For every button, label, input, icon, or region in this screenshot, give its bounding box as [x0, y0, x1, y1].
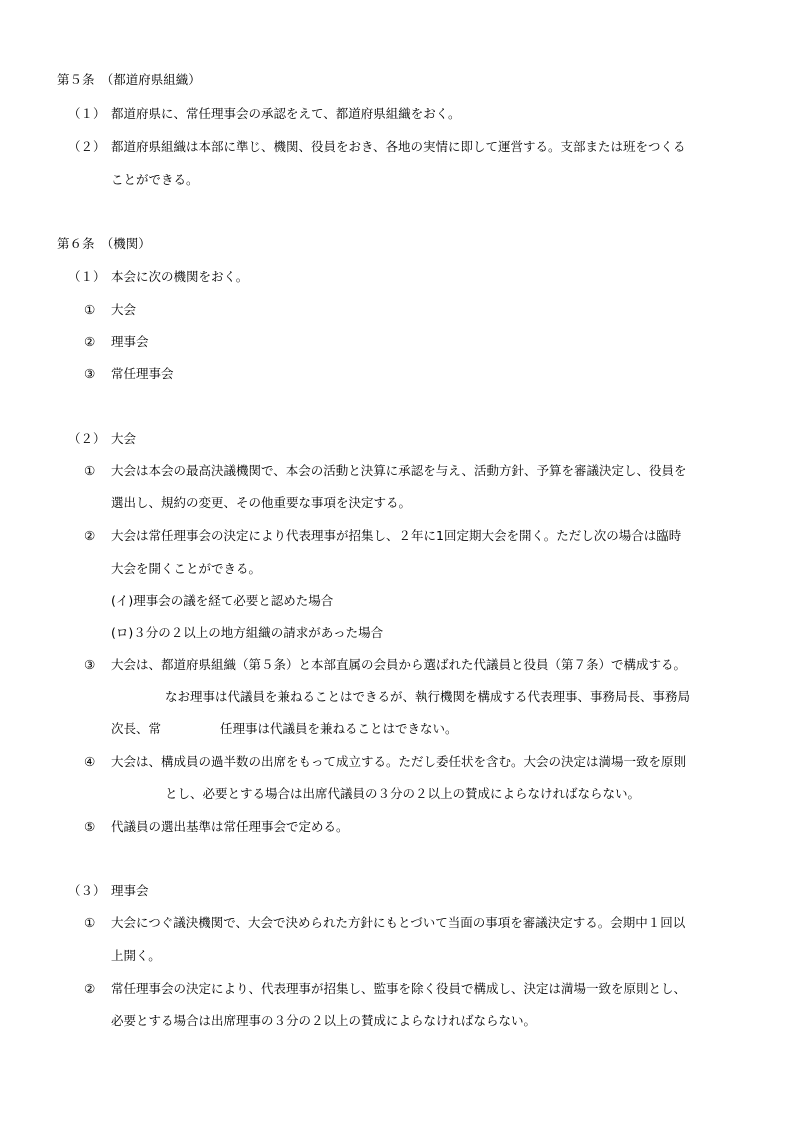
article5-p2-text-line2: ことができる。: [111, 172, 199, 187]
s3-item1-line1: 大会につぐ議決機関で、大会で決められた方針にもとづいて当面の事項を審議決定する。会期中１回以: [111, 915, 686, 930]
s2-item4-line2: とし、必要とする場合は出席代議員の３分の２以上の賛成によらなければならない。: [165, 786, 641, 801]
article5-p1-number: （１）: [68, 106, 106, 121]
s3-item1-number: ①: [84, 915, 96, 930]
article5-heading: 第５条 （都道府県組織）: [57, 72, 201, 87]
s3-item2-line2: 必要とする場合は出席理事の３分の２以上の賛成によらなければならない。: [111, 1013, 537, 1028]
s2-item1-line2: 選出し、規約の変更、その他重要な事項を決定する。: [111, 495, 412, 510]
s2-item3-line1: 大会は、都道府県組織（第５条）と本部直属の会員から選ばれた代議員と役員（第７条）で構成する。: [111, 657, 687, 672]
article6-s1-text: 本会に次の機関をおく。: [111, 269, 249, 284]
article6-s2-number: （２）: [68, 431, 106, 446]
list-item-text: 大会: [111, 302, 137, 317]
s2-item2-number: ②: [84, 528, 96, 543]
s3-item2-number: ②: [84, 981, 96, 996]
s2-item2-sub1: (イ)理事会の議を経て必要と認めた場合: [111, 593, 334, 608]
s2-item2-line1: 大会は常任理事会の決定により代表理事が招集し、２年に1回定期大会を開く。ただし次の場合は臨時: [111, 528, 682, 543]
article6-s1-number: （１）: [68, 269, 106, 284]
s2-item2-line2: 大会を開くことができる。: [111, 561, 262, 576]
article6-s3-text: 理事会: [111, 883, 149, 898]
s2-item2-sub2: (ロ)３分の２以上の地方組織の請求があった場合: [111, 625, 384, 640]
s2-item4-number: ④: [84, 754, 96, 769]
article5-p1-text: 都道府県に、常任理事会の承認をえて、都道府県組織をおく。: [111, 106, 461, 121]
article6-heading: 第６条 （機関）: [57, 236, 151, 251]
s2-item5-number: ⑤: [84, 819, 96, 834]
s2-item5-text: 代議員の選出基準は常任理事会で定める。: [111, 819, 349, 834]
list-item-text: 理事会: [111, 334, 149, 349]
list-item-number: ②: [84, 334, 96, 349]
s2-item3-line2: なお理事は代議員を兼ねることはできるが、執行機関を構成する代表理事、事務局長、事務局: [165, 689, 691, 704]
list-item-number: ③: [84, 366, 96, 381]
article5-p2-number: （２）: [68, 139, 106, 154]
article6-s2-text: 大会: [111, 431, 137, 446]
s3-item2-line1: 常任理事会の決定により、代表理事が招集し、監事を除く役員で構成し、決定は満場一致を原則とし、: [111, 981, 687, 996]
s2-item1-number: ①: [84, 463, 96, 478]
s2-item3-line3a: 次長、常: [111, 721, 162, 736]
s2-item3-line3b: 任理事は代議員を兼ねることはできない。: [220, 721, 458, 736]
s2-item1-line1: 大会は本会の最高決議機関で、本会の活動と決算に承認を与え、活動方針、予算を審議決定し、役員を: [111, 463, 687, 478]
s2-item3-number: ③: [84, 657, 96, 672]
s3-item1-line2: 上開く。: [111, 948, 161, 963]
article6-s3-number: （３）: [68, 883, 106, 898]
list-item-number: ①: [84, 302, 96, 317]
article5-p2-text-line1: 都道府県組織は本部に準じ、機関、役員をおき、各地の実情に即して運営する。支部または班をつくる: [111, 139, 686, 154]
s2-item4-line1: 大会は、構成員の過半数の出席をもって成立する。ただし委任状を含む。大会の決定は満場一致を原則: [111, 754, 687, 769]
list-item-text: 常任理事会: [111, 366, 174, 381]
